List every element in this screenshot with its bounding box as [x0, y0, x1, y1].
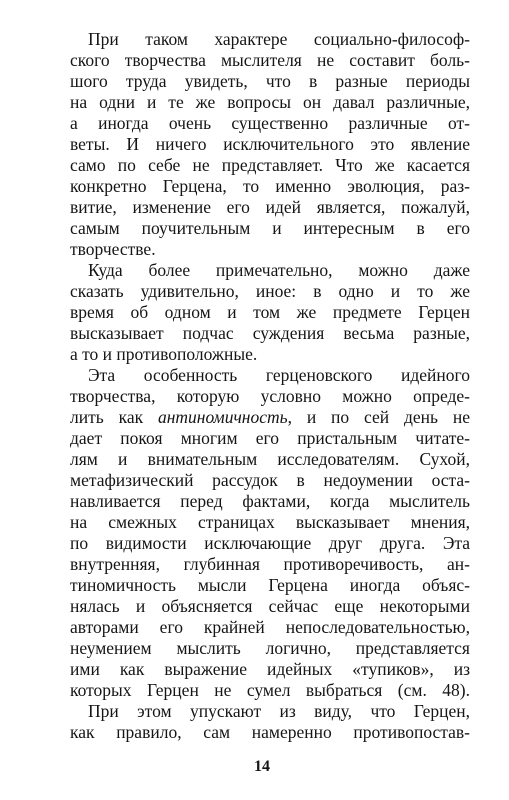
text-line: дает покоя многим его пристальным читате-: [70, 428, 470, 448]
paragraph: [70, 29, 470, 260]
text-line: конкретно Герцена, то именно эволюция, раз-: [70, 176, 470, 196]
text-line: веты. И ничего исключительного это явление: [70, 134, 470, 154]
text-line: время об одном и том же предмете Герцен: [70, 302, 470, 322]
paragraph: [70, 365, 470, 701]
text-line: само по себе не представляет. Что же касается: [70, 155, 470, 175]
italic-term: антиномичность: [157, 407, 288, 427]
text-line: навливается перед фактами, когда мыслитель: [70, 491, 470, 511]
text-line: ими как выражение идейных «тупиков», из: [70, 659, 470, 679]
body-text: [70, 29, 470, 743]
text-line: как правило, сам намеренно противопостав-: [70, 722, 470, 742]
text-line: авторами его крайней непоследовательностью,: [70, 617, 470, 637]
text-line: сказать удивительно, иное: в одно и то же: [70, 281, 470, 301]
text-line: шого труда увидеть, что в разные периоды: [70, 71, 470, 91]
text-line: метафизический рассудок в недоумении оста-: [70, 470, 470, 490]
text-line: внутренняя, глубинная противоречивость, ан-: [70, 554, 470, 574]
text-segment: , и по сей день не: [287, 407, 471, 427]
text-line: Эта особенность герценовского идейного: [88, 365, 470, 385]
paragraph: [70, 260, 470, 365]
text-segment: лить как: [70, 407, 158, 427]
text-line: Куда более примечательно, можно даже: [88, 260, 470, 280]
text-line: по видимости исключающие друг друга. Эта: [70, 533, 470, 553]
text-line: При таком характере социально-философ-: [88, 29, 470, 49]
text-line: самым поучительным и интересным в его: [70, 218, 470, 238]
text-line: а то и противоположные.: [70, 344, 258, 364]
text-line: на одни и те же вопросы он давал различные,: [70, 92, 470, 112]
text-line: которых Герцен не сумел выбраться (см. 48).: [70, 680, 470, 700]
text-line: [70, 407, 470, 428]
text-line: нялась и объясняется сейчас еще некоторыми: [70, 596, 470, 616]
text-line: витие, изменение его идей является, пожалуй,: [70, 197, 470, 217]
text-line: тиномичность мысли Герцена иногда объяс-: [70, 575, 470, 595]
text-line: высказывает подчас суждения весьма разные,: [70, 323, 470, 343]
paragraph: [70, 701, 470, 743]
text-line: При этом упускают из виду, что Герцен,: [88, 701, 470, 721]
text-line: творчества, которую условно можно опреде-: [70, 386, 470, 406]
text-line: на смежных страницах высказывает мнения,: [70, 512, 470, 532]
text-line: неумением мыслить логично, представляется: [70, 638, 470, 658]
page-number: 14: [254, 758, 270, 775]
text-line: ского творчества мыслителя не составит боль-: [70, 50, 470, 70]
text-line: лям и внимательным исследователям. Сухой,: [70, 449, 470, 469]
text-line: а иногда очень существенно различные от-: [70, 113, 470, 133]
text-line: творчестве.: [70, 239, 156, 259]
